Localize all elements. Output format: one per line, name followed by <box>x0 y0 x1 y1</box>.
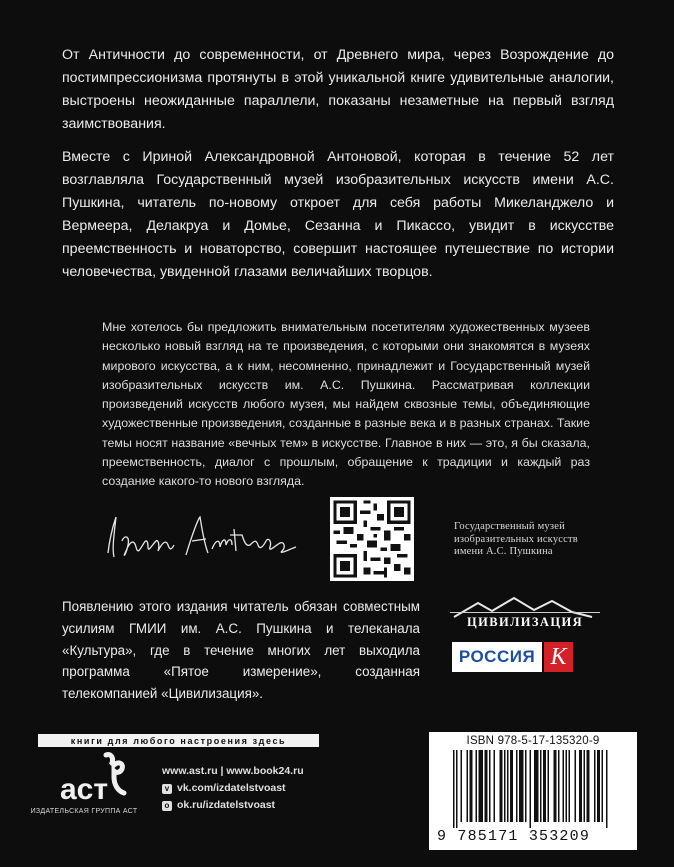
civilization-logo: ЦИВИЛИЗАЦИЯ <box>450 612 600 630</box>
barcode-bar <box>554 750 557 822</box>
barcode-bar <box>500 750 503 822</box>
barcode-bar <box>597 750 600 822</box>
barcode-bar <box>563 750 565 822</box>
isbn-label: ISBN 978-5-17-135320-9 <box>466 735 600 747</box>
barcode-bar <box>525 750 527 822</box>
signature-image <box>100 505 300 575</box>
vk-icon: v <box>162 784 172 794</box>
barcode-bar <box>575 750 577 822</box>
publisher-tagline: книги для любого настроения здесь <box>38 734 319 747</box>
ast-logo <box>58 751 138 803</box>
barcode-bar <box>602 750 604 822</box>
author-quote: Мне хотелось бы предложить внимательным посетителям художественных музеев несколько новый взгляд на те произведения, с которыми они знакомятся в музеях мирового искусства, а к ним, несомненно, принадлежит и Государственный музей изобразительных искусств им. А.С. Пушкина. Рассматривая коллекции произведений искусств любого музея, мы найдем сквозные темы, объединяющие художественные произведения, созданные в разные века и в разных странах. Такие темы носят название «вечных тем» в искусстве. Главное в них — это, я бы сказала, преемственность, диалог с прошлым, обращение к традиции и каждый раз создание какого-то нового взгляда. <box>102 320 590 489</box>
barcode-bar <box>453 750 455 828</box>
ok-link-text: ok.ru/izdatelstvoast <box>177 799 276 811</box>
russia-logo <box>452 642 542 672</box>
barcode-bar <box>470 750 473 822</box>
barcode-bar <box>540 750 542 822</box>
ok-link[interactable] <box>162 797 304 814</box>
barcode-bar <box>507 750 509 822</box>
russia-logo-text: РОССИЯ <box>458 647 536 666</box>
museum-line-1: Государственный музей <box>454 521 565 532</box>
vk-link-text: vk.com/izdatelstvoast <box>177 782 286 794</box>
barcode-bars <box>451 750 615 828</box>
kultura-logo: K <box>544 642 573 672</box>
ast-logo-text: аст <box>60 773 109 803</box>
barcode-bar <box>594 750 596 822</box>
barcode-bar <box>584 750 586 822</box>
barcode-bar <box>530 750 532 828</box>
barcode-bar <box>476 750 478 822</box>
barcode-bar <box>516 750 518 822</box>
barcode-bar <box>566 750 568 822</box>
barcode-panel <box>429 732 637 850</box>
ok-icon: o <box>162 801 172 811</box>
barcode-bar <box>569 750 571 822</box>
barcode-bar <box>519 750 524 822</box>
barcode-bar <box>534 750 539 822</box>
barcode-bar <box>558 750 560 822</box>
intro-paragraph-1: От Античности до современности, от Древнего мира, через Возрождение до постимпрессионизма протянуты в этой уникальной книге удивительные аналогии, выстроены неожиданные параллели, показаны незаметные на первый взгляд заимствования. <box>62 47 614 132</box>
barcode-bar <box>543 750 546 822</box>
barcode-bar <box>494 750 496 822</box>
barcode-bar <box>489 750 491 822</box>
barcode-bar <box>606 750 608 828</box>
barcode-bar <box>548 750 550 822</box>
museum-line-3: имени А.С. Пушкина <box>454 546 553 557</box>
barcode-bar <box>467 750 469 822</box>
museum-line-2: изобразительных искусств <box>454 533 578 545</box>
publisher-group-name: ИЗДАТЕЛЬСКАЯ ГРУППА АСТ <box>30 808 138 815</box>
barcode-digits: 9 785171 353209 <box>437 828 591 845</box>
museum-name <box>454 521 624 559</box>
publisher-links <box>162 763 304 814</box>
barcode-bar <box>510 750 513 822</box>
barcode-bar <box>587 750 590 822</box>
barcode-bar <box>579 750 582 822</box>
barcode-bar <box>461 750 463 822</box>
qr-code <box>330 497 414 581</box>
credits-paragraph: Появлению этого издания читатель обязан совместным усилиям ГМИИ им. А.С. Пушкина и телеканала «Культура», где в течение многих лет выходила программа «Пятое измерение», созданная телекомпанией «Цивилизация». <box>62 599 420 702</box>
vk-link[interactable] <box>162 780 304 797</box>
barcode-bar <box>485 750 488 822</box>
barcode-bar <box>479 750 484 822</box>
barcode-bar <box>456 750 458 828</box>
publisher-sites[interactable]: www.ast.ru | www.book24.ru <box>162 765 304 777</box>
intro-paragraph-2: Вместе с Ириной Александровной Антоновой, которая в течение 52 лет возглавляла Государственный музей изобразительных искусств имени А.С. Пушкина, читатель по-новому откроет для себя работы Микеланджело и Вермеера, Делакруа и Домье, Сезанна и Пикассо, увидит в искусстве преемственность и новаторство, совершит настоящее путешествие по истории человечества, увиденной глазами величайших творцов. <box>62 149 614 280</box>
barcode-bar <box>504 750 506 822</box>
